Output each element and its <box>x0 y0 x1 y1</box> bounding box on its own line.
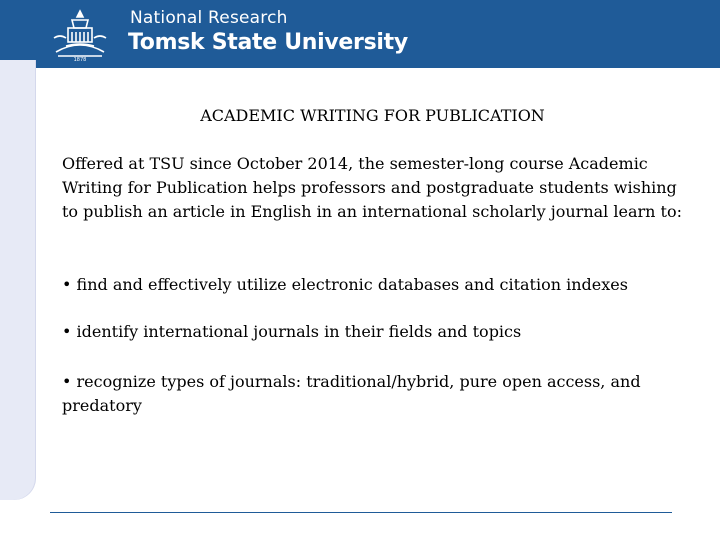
footer-divider <box>50 512 672 513</box>
brand-line-1: National Research <box>130 8 288 28</box>
bullet-item: • identify international journals in their fields and topics <box>62 322 522 341</box>
university-crest-icon <box>50 8 110 62</box>
side-decoration <box>0 60 36 500</box>
bullet-item: • recognize types of journals: traditional/hybrid, pure open access, and predatory <box>62 372 641 415</box>
intro-paragraph: Offered at TSU since October 2014, the semester-long course Academic Writing for Publication helps professors and postgraduate students wishing to publish an article in English in an international scholarly journal learn to: <box>62 154 682 221</box>
header-bar <box>0 0 720 68</box>
brand-line-2: Tomsk State University <box>128 30 408 55</box>
bullet-item: • find and effectively utilize electronic databases and citation indexes <box>62 275 628 294</box>
page-title: ACADEMIC WRITING FOR PUBLICATION <box>200 106 545 125</box>
svg-text:1878: 1878 <box>73 57 87 62</box>
